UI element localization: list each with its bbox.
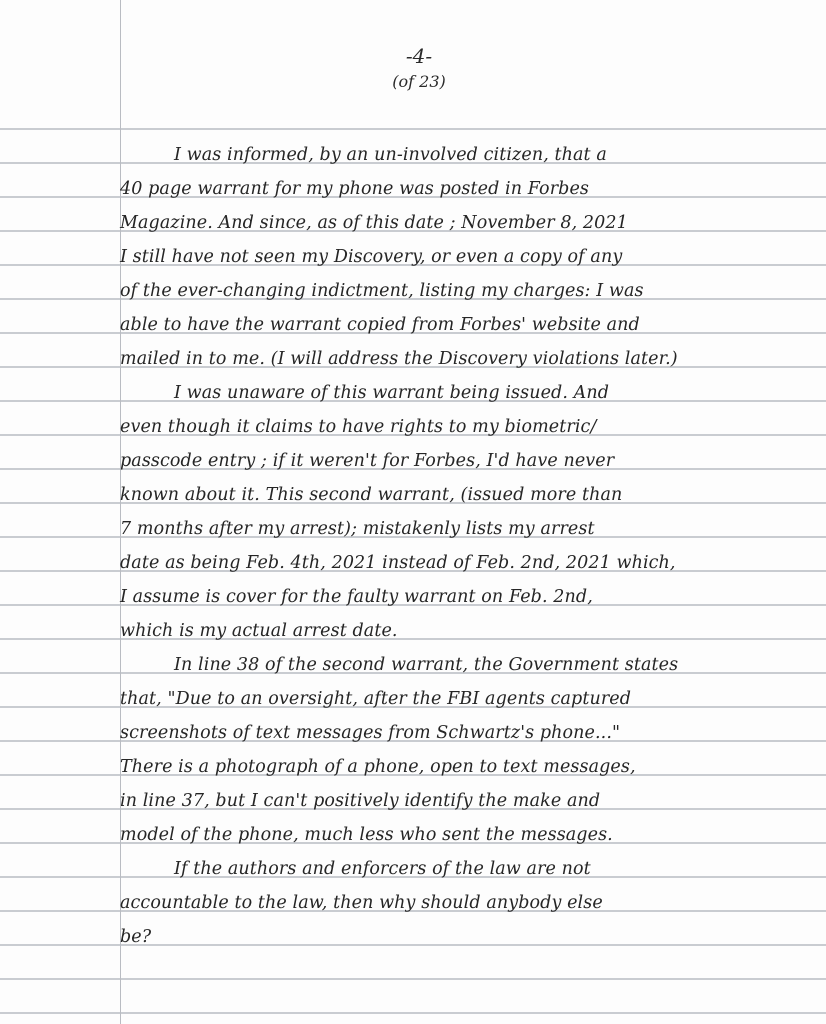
text-line: There is a photograph of a phone, open to text messages, <box>120 757 636 777</box>
letter-body <box>120 138 720 954</box>
page-count: (of 23) <box>392 72 446 91</box>
text-line: I assume is cover for the faulty warrant on Feb. 2nd, <box>120 587 593 607</box>
page-number: -4- <box>405 44 433 68</box>
text-line: 7 months after my arrest); mistakenly lists my arrest <box>120 519 595 539</box>
text-line: 40 page warrant for my phone was posted in Forbes <box>120 179 589 199</box>
text-line: screenshots of text messages from Schwartz's phone..." <box>120 723 621 743</box>
text-line: known about it. This second warrant, (issued more than <box>120 485 623 505</box>
text-line: accountable to the law, then why should anybody else <box>120 893 603 913</box>
text-line: in line 37, but I can't positively identify the make and <box>120 791 601 811</box>
text-line: I still have not seen my Discovery, or even a copy of any <box>120 247 623 267</box>
text-line: I was informed, by an un-involved citizen, that a <box>174 145 607 165</box>
text-line: which is my actual arrest date. <box>120 621 398 641</box>
text-line: If the authors and enforcers of the law are not <box>174 859 591 879</box>
text-line: even though it claims to have rights to my biometric/ <box>120 417 597 437</box>
text-line: able to have the warrant copied from Forbes' website and <box>120 315 640 335</box>
text-line: I was unaware of this warrant being issued. And <box>174 383 610 403</box>
text-line: of the ever-changing indictment, listing my charges: I was <box>120 281 644 301</box>
text-line: Magazine. And since, as of this date ; November 8, 2021 <box>120 213 628 233</box>
text-line: mailed in to me. (I will address the Discovery violations later.) <box>120 349 678 369</box>
text-line: passcode entry ; if it weren't for Forbes, I'd have never <box>120 451 615 471</box>
text-line: be? <box>120 927 152 947</box>
text-line: that, "Due to an oversight, after the FBI agents captured <box>120 689 632 709</box>
text-line: date as being Feb. 4th, 2021 instead of Feb. 2nd, 2021 which, <box>120 553 676 573</box>
text-line: In line 38 of the second warrant, the Government states <box>174 655 679 675</box>
text-line: model of the phone, much less who sent the messages. <box>120 825 613 845</box>
